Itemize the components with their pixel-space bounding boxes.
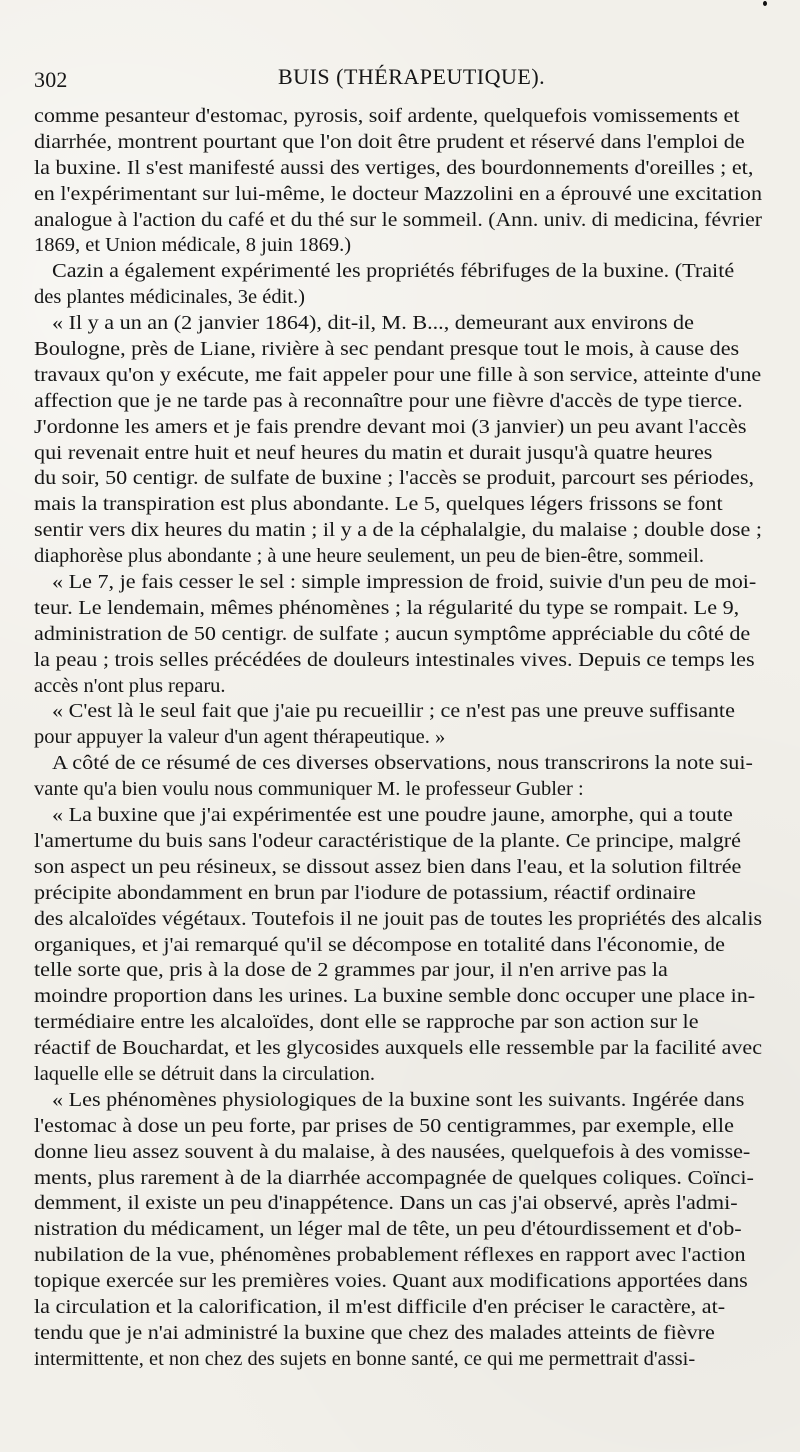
text-line-content: son aspect un peu résineux, se dissout assez bien dans l'eau, et la solution filtrée <box>34 855 742 878</box>
text-line-content: « Il y a un an (2 janvier 1864), dit-il, M. B..., demeurant aux environs de <box>52 312 694 335</box>
text-line <box>34 544 762 570</box>
text-line-content: tendu que je n'ai administré la buxine que chez des malades atteints de fièvre <box>34 1321 715 1344</box>
text-line-content: moindre proportion dans les urines. La buxine semble donc occuper une place in- <box>34 985 756 1008</box>
text-line-content: en l'expérimentant sur lui-même, le docteur Mazzolini en a éprouvé une excitation <box>34 182 763 205</box>
text-line <box>34 130 762 156</box>
text-line-content: analogue à l'action du café et du thé sur le sommeil. (Ann. univ. di medicina, février <box>34 208 763 231</box>
text-line-content: « C'est là le seul fait que j'aie pu recueillir ; ce n'est pas une preuve suffisante <box>52 700 735 723</box>
text-line <box>34 1010 762 1036</box>
text-line <box>34 777 762 803</box>
text-line <box>34 441 762 467</box>
text-line <box>34 259 762 285</box>
text-line-content: nubilation de la vue, phénomènes probablement réflexes en rapport avec l'action <box>34 1244 746 1267</box>
page-header <box>34 66 764 100</box>
text-line <box>34 933 762 959</box>
text-line <box>34 1114 762 1140</box>
text-line-content: travaux qu'on y exécute, me fait appeler pour une fille à son service, atteinte d'une <box>34 363 762 386</box>
text-line <box>34 492 762 518</box>
text-line-content: « La buxine que j'ai expérimentée est une poudre jaune, amorphe, qui a toute <box>52 804 733 827</box>
text-line <box>34 829 762 855</box>
text-line-content: du soir, 50 centigr. de sulfate de buxine ; l'accès se produit, parcourt ses périodes, <box>34 467 754 490</box>
text-line-content: diarrhée, montrent pourtant que l'on doit être prudent et réservé dans l'emploi de <box>34 130 745 153</box>
text-line-content: administration de 50 centigr. de sulfate ; aucun symptôme appréciable du côté de <box>34 622 751 645</box>
text-line-content: la circulation et la calorification, il m'est difficile d'en préciser le caractère, at- <box>34 1295 726 1318</box>
text-line <box>34 1243 762 1269</box>
text-line <box>34 363 762 389</box>
text-line-content: Cazin a également expérimenté les propriétés fébrifuges de la buxine. (Traité <box>52 260 735 283</box>
text-line-content: réactif de Bouchardat, et les glycosides auxquels elle ressemble par la facilité avec <box>34 1037 763 1060</box>
print-speck <box>763 1 767 6</box>
text-line-content: l'amertume du buis sans l'odeur caractéristique de la plante. Ce principe, malgré <box>34 829 741 852</box>
text-line-content: demment, il existe un peu d'inappétence. Dans un cas j'ai observé, après l'admi- <box>34 1192 738 1215</box>
text-line-content: A côté de ce résumé de ces diverses observations, nous transcrirons la note sui- <box>52 752 753 775</box>
text-line-content: termédiaire entre les alcaloïdes, dont elle se rapproche par son action sur le <box>34 1011 699 1034</box>
text-line-content: topique exercée sur les premières voies. Quant aux modifications apportées dans <box>34 1270 748 1293</box>
text-line <box>34 648 762 674</box>
text-line-content: mais la transpiration est plus abondante. Le 5, quelques légers frissons se font <box>34 493 723 516</box>
text-line-content: sentir vers dix heures du matin ; il y a de la céphalalgie, du malaise ; double dose ; <box>34 519 762 542</box>
text-line <box>34 855 762 881</box>
text-line <box>34 699 762 725</box>
text-line <box>34 389 762 415</box>
text-line <box>34 104 762 130</box>
text-line <box>34 233 762 259</box>
text-line-content: la buxine. Il s'est manifesté aussi des vertiges, des bourdonnements d'oreilles ; et, <box>34 156 754 179</box>
text-line <box>34 596 762 622</box>
text-line <box>34 156 762 182</box>
text-line-content: vante qu'a bien voulu nous communiquer M. le professeur Gubler : <box>34 778 584 801</box>
text-line <box>34 803 762 829</box>
running-title: BUIS (THÉRAPEUTIQUE). <box>278 64 546 89</box>
text-line-content: « Le 7, je fais cesser le sel : simple impression de froid, suivie d'un peu de moi- <box>52 571 757 594</box>
text-line <box>34 311 762 337</box>
text-line-content: teur. Le lendemain, mêmes phénomènes ; la régularité du type se rompait. Le 9, <box>34 596 740 619</box>
text-line <box>34 337 762 363</box>
text-line-content: « Les phénomènes physiologiques de la buxine sont les suivants. Ingérée dans <box>52 1088 745 1111</box>
text-line <box>34 1062 762 1088</box>
text-line-content: qui revenait entre huit et neuf heures du matin et durait jusqu'à quatre heures <box>34 441 713 464</box>
text-line <box>34 415 762 441</box>
text-line-content: intermittente, et non chez des sujets en bonne santé, ce qui me permettrait d'assi- <box>34 1347 696 1370</box>
text-line <box>34 881 762 907</box>
text-line <box>34 1166 762 1192</box>
text-line-content: 1869, et Union médicale, 8 juin 1869.) <box>34 234 352 257</box>
text-line-content: des alcaloïdes végétaux. Toutefois il ne jouit pas de toutes les propriétés des alcalis <box>34 907 763 930</box>
body-text <box>34 104 762 1373</box>
text-line <box>34 1295 762 1321</box>
text-line-content: l'estomac à dose un peu forte, par prises de 50 centigrammes, par exemple, elle <box>34 1114 734 1137</box>
text-line <box>34 518 762 544</box>
text-line <box>34 466 762 492</box>
text-line <box>34 751 762 777</box>
text-line-content: diaphorèse plus abondante ; à une heure seulement, un peu de bien-être, sommeil. <box>34 545 705 568</box>
text-line-content: pour appuyer la valeur d'un agent thérapeutique. » <box>34 726 446 749</box>
text-line <box>34 725 762 751</box>
text-line-content: ments, plus rarement à de la diarrhée accompagnée de quelques coliques. Coïnci- <box>34 1166 754 1189</box>
text-line-content: Boulogne, près de Liane, rivière à sec pendant presque tout le mois, à cause des <box>34 338 740 361</box>
text-line <box>34 1321 762 1347</box>
text-line <box>34 622 762 648</box>
text-line <box>34 1347 762 1373</box>
text-line <box>34 285 762 311</box>
text-line <box>34 570 762 596</box>
text-line <box>34 1140 762 1166</box>
text-line-content: J'ordonne les amers et je fais prendre devant moi (3 janvier) un peu avant l'accès <box>34 415 747 438</box>
text-line <box>34 984 762 1010</box>
page-number: 302 <box>34 67 68 92</box>
text-line <box>34 1269 762 1295</box>
text-line-content: laquelle elle se détruit dans la circulation. <box>34 1062 375 1085</box>
text-line-content: la peau ; trois selles précédées de douleurs intestinales vives. Depuis ce temps les <box>34 648 755 671</box>
text-line <box>34 674 762 700</box>
text-line <box>34 182 762 208</box>
text-line-content: des plantes médicinales, 3e édit.) <box>34 286 305 309</box>
text-line-content: donne lieu assez souvent à du malaise, à des nausées, quelquefois à des vomisse- <box>34 1140 751 1163</box>
text-line <box>34 1191 762 1217</box>
text-line-content: telle sorte que, pris à la dose de 2 grammes par jour, il n'en arrive pas la <box>34 959 668 982</box>
text-line <box>34 1088 762 1114</box>
text-line-content: accès n'ont plus reparu. <box>34 674 226 697</box>
text-line <box>34 907 762 933</box>
text-line-content: comme pesanteur d'estomac, pyrosis, soif ardente, quelquefois vomissements et <box>34 105 740 127</box>
text-line <box>34 1036 762 1062</box>
text-line-content: nistration du médicament, un léger mal de tête, un peu d'étourdissement et d'ob- <box>34 1218 742 1241</box>
text-line-content: organiques, et j'ai remarqué qu'il se décompose en totalité dans l'économie, de <box>34 933 725 956</box>
text-line <box>34 958 762 984</box>
text-line-content: affection que je ne tarde pas à reconnaître pour une fièvre d'accès de type tierce. <box>34 389 743 412</box>
text-line <box>34 1217 762 1243</box>
text-line <box>34 208 762 234</box>
text-line-content: précipite abondamment en brun par l'iodure de potassium, réactif ordinaire <box>34 881 696 904</box>
